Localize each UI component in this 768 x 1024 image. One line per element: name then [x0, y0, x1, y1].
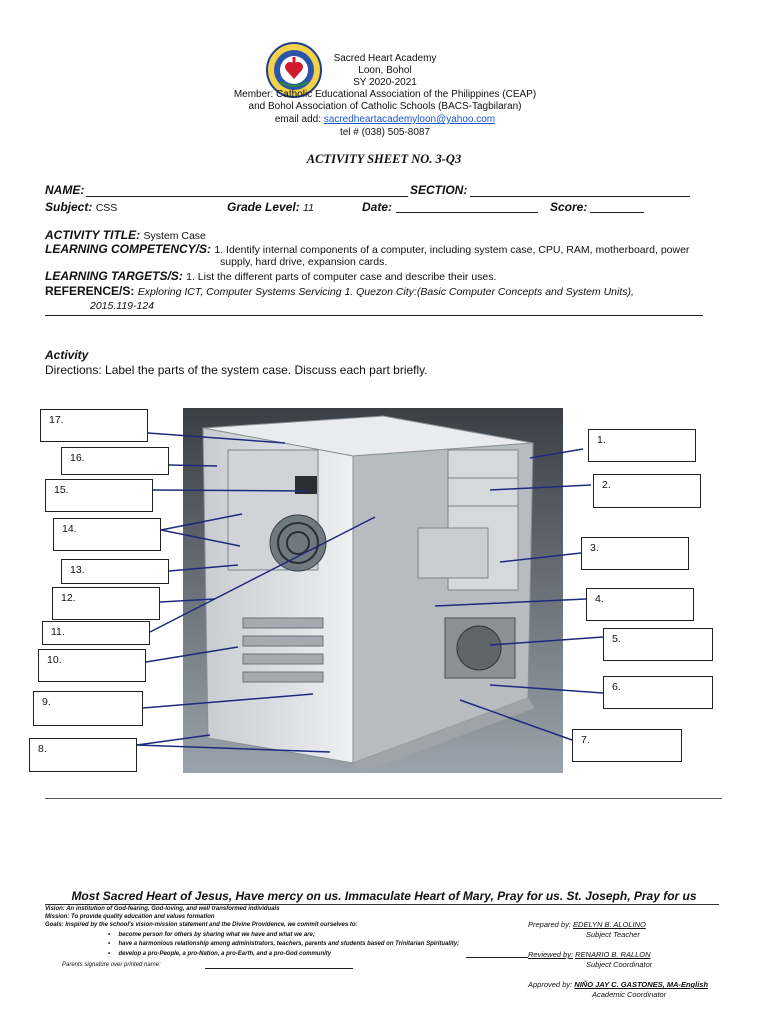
- label-box-12[interactable]: [52, 587, 160, 620]
- label-number: 11.: [51, 626, 65, 638]
- prepared-by: [528, 920, 646, 929]
- vision-text: Vision: An institution of God-fearing, God-loving, and well transformed individuals: [45, 906, 280, 912]
- date-field[interactable]: [362, 200, 392, 214]
- label-number: 17.: [49, 414, 64, 426]
- goal-item-1: • become person for others by sharing what we have and what we are;: [108, 932, 315, 938]
- name-label: NAME:: [45, 183, 85, 197]
- reviewed-label: Reviewed by:: [528, 950, 574, 959]
- label-box-6[interactable]: [603, 676, 713, 709]
- label-box-8[interactable]: [29, 738, 137, 772]
- email-link[interactable]: sacredheartacademyloon@yahoo.com: [323, 114, 496, 125]
- targets-label: LEARNING TARGETS/S:: [45, 269, 183, 283]
- activity-directions: Directions: Label the parts of the system case. Discuss each part briefly.: [45, 363, 428, 377]
- label-box-3[interactable]: [581, 537, 689, 570]
- label-number: 9.: [42, 696, 51, 708]
- subject-field: [45, 200, 117, 214]
- goals-text: Goals: Inspired by the school's vision-mission statement and the Divine Providence, we commit ourselves to:: [45, 922, 358, 928]
- date-blank: [396, 212, 538, 213]
- label-number: 8.: [38, 743, 47, 755]
- activity-sheet-title: ACTIVITY SHEET NO. 3-Q3: [306, 152, 462, 166]
- school-location: Loon, Bohol: [358, 65, 412, 76]
- label-number: 6.: [612, 681, 621, 693]
- label-box-1[interactable]: [588, 429, 696, 462]
- score-label: Score:: [550, 200, 588, 214]
- email-label: email add:: [274, 114, 321, 125]
- label-number: 12.: [61, 592, 76, 604]
- activity-divider: [45, 798, 722, 799]
- approved-by: [528, 980, 708, 989]
- membership-line-1: Member: Catholic Educational Association of the Philippines (CEAP): [233, 89, 537, 100]
- grade-level-label: Grade Level:: [227, 200, 300, 214]
- label-number: 1.: [597, 434, 606, 446]
- reviewed-name: RENARIO B. RALLON: [575, 950, 651, 959]
- grade-level-field: [227, 200, 314, 214]
- targets-row: [45, 269, 496, 283]
- label-number: 10.: [47, 654, 62, 666]
- reference-line-2: 2015.119-124: [90, 300, 155, 312]
- label-box-16[interactable]: [61, 447, 169, 475]
- label-box-14[interactable]: [53, 518, 161, 551]
- email-line: [150, 114, 620, 126]
- label-number: 7.: [581, 734, 590, 746]
- approved-label: Approved by:: [528, 980, 573, 989]
- section-label: SECTION:: [410, 183, 468, 197]
- reviewed-by: [528, 950, 651, 959]
- header-divider: [45, 315, 703, 316]
- competency-line-1: 1. Identify internal components of a computer, including system case, CPU, RAM, motherboard, power: [214, 244, 690, 256]
- school-name: Sacred Heart Academy: [333, 53, 437, 64]
- name-field[interactable]: [45, 183, 84, 197]
- mission-text: Mission: To provide quality education and values formation: [45, 914, 215, 920]
- approved-role: Academic Coordinator: [592, 990, 667, 999]
- membership-line-2: and Bohol Association of Catholic Schools (BACS-Tagbilaran): [248, 101, 522, 112]
- school-year: SY 2020-2021: [353, 77, 417, 88]
- reference-row: [45, 284, 634, 298]
- subject-label: Subject:: [45, 200, 93, 214]
- label-number: 4.: [595, 593, 604, 605]
- label-box-2[interactable]: [593, 474, 701, 508]
- prepared-label: Prepared by:: [528, 920, 571, 929]
- activity-title-label: ACTIVITY TITLE:: [45, 228, 141, 242]
- label-box-13[interactable]: [61, 559, 169, 584]
- prepared-role: Subject Teacher: [586, 930, 640, 939]
- grade-level-value: 11: [303, 202, 314, 214]
- footer-divider: [45, 904, 719, 905]
- approved-name: NIÑO JAY C. GASTONES, MA-English: [574, 980, 709, 989]
- label-box-4[interactable]: [586, 588, 694, 621]
- prepared-name: EDELYN B. ALOLINO: [573, 920, 646, 929]
- score-field[interactable]: [550, 200, 587, 214]
- competency-row: [45, 242, 689, 256]
- section-field[interactable]: [410, 183, 467, 197]
- label-box-15[interactable]: [45, 479, 153, 512]
- section-blank: [470, 196, 690, 197]
- date-label: Date:: [362, 200, 393, 214]
- parents-signature-label: Parents signature over printed name:: [62, 962, 161, 968]
- parents-signature-blank: [205, 968, 353, 969]
- label-number: 15.: [54, 484, 69, 496]
- motto-line: Most Sacred Heart of Jesus, Have mercy on us. Immaculate Heart of Mary, Pray for us. St. Joseph, Pray for us: [71, 889, 697, 903]
- label-number: 14.: [62, 523, 77, 535]
- label-number: 2.: [602, 479, 611, 491]
- goal-item-2: • have a harmonious relationship among administrators, teachers, parents and students based on Trinitarian Spirituality;: [108, 941, 460, 947]
- telephone: tel # (038) 505-8087: [339, 127, 431, 138]
- label-number: 3.: [590, 542, 599, 554]
- competency-line-2: supply, hard drive, expansion cards.: [220, 256, 388, 268]
- goal-item-3: • develop a pro-People, a pro-Nation, a pro-Earth, and a pro-God community: [108, 951, 332, 957]
- reviewed-role: Subject Coordinator: [586, 960, 653, 969]
- label-number: 16.: [70, 452, 85, 464]
- label-box-7[interactable]: [572, 729, 682, 762]
- name-blank: [86, 196, 408, 197]
- activity-title-row: [45, 228, 206, 242]
- activity-heading: Activity: [45, 348, 89, 362]
- activity-title-value: System Case: [143, 230, 206, 242]
- label-number: 13.: [70, 564, 85, 576]
- score-blank: [590, 212, 644, 213]
- label-box-17[interactable]: [40, 409, 148, 442]
- label-box-11[interactable]: [42, 621, 150, 645]
- label-box-9[interactable]: [33, 691, 143, 726]
- targets-value: 1. List the different parts of computer case and describe their uses.: [186, 271, 497, 283]
- reviewer-line: [466, 957, 528, 958]
- reference-line-1: Exploring ICT, Computer Systems Servicing 1. Quezon City:(Basic Computer Concepts and System Units),: [137, 286, 634, 298]
- system-case-photo: [183, 408, 563, 773]
- reference-label: REFERENCE/S:: [45, 284, 135, 298]
- subject-value: CSS: [95, 202, 118, 214]
- competency-label: LEARNING COMPETENCY/S:: [45, 242, 212, 256]
- label-box-5[interactable]: [603, 628, 713, 661]
- label-box-10[interactable]: [38, 649, 146, 682]
- label-number: 5.: [612, 633, 621, 645]
